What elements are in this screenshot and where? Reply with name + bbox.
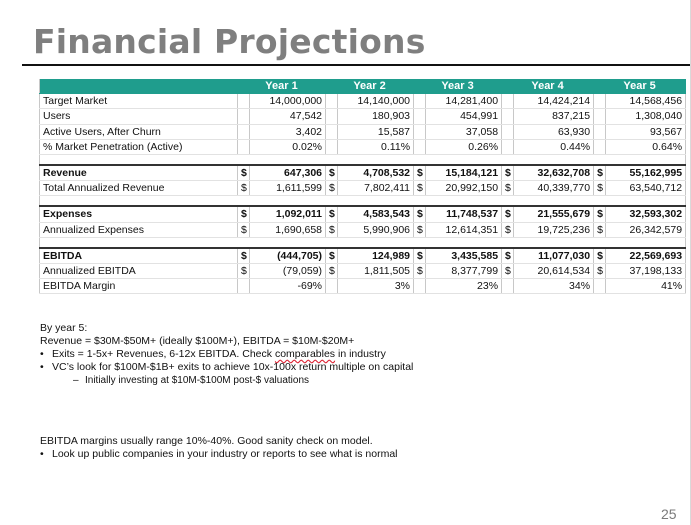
currency-symbol [594, 124, 606, 139]
value-cell: 0.26% [426, 139, 502, 154]
currency-symbol: $ [502, 206, 514, 222]
value-cell: 63,930 [514, 124, 594, 139]
currency-symbol: $ [414, 263, 426, 278]
notes-bullet-vc: • VC’s look for $100M-$1B+ exits to achieve 10x-100x return multiple on capital [40, 361, 660, 374]
currency-symbol: $ [502, 222, 514, 237]
currency-symbol: $ [326, 248, 338, 264]
table-row [40, 279, 686, 294]
currency-symbol: $ [238, 181, 250, 196]
currency-symbol [502, 139, 514, 154]
currency-symbol: $ [502, 263, 514, 278]
currency-symbol [594, 109, 606, 124]
spacer-row [40, 196, 686, 207]
value-cell: 11,077,030 [514, 248, 594, 264]
table-row [40, 181, 686, 196]
page-number: 25 [661, 506, 677, 522]
value-cell: 14,424,214 [514, 94, 594, 109]
row-label: % Market Penetration (Active) [40, 139, 238, 154]
table-row [40, 139, 686, 154]
table-row [40, 165, 686, 181]
financial-projections-table [39, 79, 686, 294]
table-row [40, 124, 686, 139]
value-cell: 8,377,799 [426, 263, 502, 278]
value-cell: 15,184,121 [426, 165, 502, 181]
value-cell: 41% [606, 279, 686, 294]
column-header: Year 5 [594, 79, 686, 94]
spacer-cell [40, 237, 686, 248]
row-label: Annualized EBITDA [40, 263, 238, 278]
row-label: Revenue [40, 165, 238, 181]
currency-symbol [326, 94, 338, 109]
currency-symbol [502, 109, 514, 124]
value-cell: (444,705) [250, 248, 326, 264]
value-cell: 26,342,579 [606, 222, 686, 237]
notes-revenue-target: Revenue = $30M-$50M+ (ideally $100M+), EBITDA = $10M-$20M+ [40, 335, 355, 347]
value-cell: 12,614,351 [426, 222, 502, 237]
value-cell: 3,402 [250, 124, 326, 139]
table-row [40, 263, 686, 278]
currency-symbol [326, 124, 338, 139]
notes-bullet-public: • Look up public companies in your industry or reports to see what is normal [40, 448, 660, 461]
currency-symbol: $ [502, 248, 514, 264]
currency-symbol: $ [326, 206, 338, 222]
value-cell: 20,614,534 [514, 263, 594, 278]
value-cell: -69% [250, 279, 326, 294]
currency-symbol: $ [594, 165, 606, 181]
value-cell: 23% [426, 279, 502, 294]
exits-text-end: in industry [335, 348, 386, 360]
value-cell: 32,593,302 [606, 206, 686, 222]
row-label: EBITDA [40, 248, 238, 264]
row-label: Expenses [40, 206, 238, 222]
currency-symbol [502, 94, 514, 109]
currency-symbol: $ [238, 248, 250, 264]
currency-symbol: $ [414, 222, 426, 237]
value-cell: 5,990,906 [338, 222, 414, 237]
value-cell: 0.02% [250, 139, 326, 154]
value-cell: 37,058 [426, 124, 502, 139]
currency-symbol [594, 94, 606, 109]
table-row [40, 109, 686, 124]
value-cell: 1,308,040 [606, 109, 686, 124]
table-row [40, 94, 686, 109]
value-cell: 180,903 [338, 109, 414, 124]
value-cell: 63,540,712 [606, 181, 686, 196]
table-row [40, 206, 686, 222]
table-row [40, 248, 686, 264]
value-cell: 20,992,150 [426, 181, 502, 196]
slide-title: Financial Projections [33, 22, 426, 61]
spacer-cell [40, 196, 686, 207]
value-cell: (79,059) [250, 263, 326, 278]
value-cell: 37,198,133 [606, 263, 686, 278]
notes-sub-valuations: – Initially investing at $10M-$100M post-$ valuations [40, 374, 660, 387]
row-label: EBITDA Margin [40, 279, 238, 294]
value-cell: 3,435,585 [426, 248, 502, 264]
notes-intro: By year 5: [40, 322, 88, 334]
row-label: Target Market [40, 94, 238, 109]
value-cell: 93,567 [606, 124, 686, 139]
currency-symbol [502, 124, 514, 139]
value-cell: 14,000,000 [250, 94, 326, 109]
currency-symbol [238, 279, 250, 294]
table-body [40, 79, 686, 294]
value-cell: 14,281,400 [426, 94, 502, 109]
notes-margins: EBITDA margins usually range 10%-40%. Good sanity check on model. [40, 435, 373, 447]
currency-symbol [414, 109, 426, 124]
value-cell: 0.44% [514, 139, 594, 154]
comparables-word: comparables [274, 348, 336, 360]
currency-symbol: $ [414, 165, 426, 181]
column-header: Year 1 [238, 79, 326, 94]
value-cell: 47,542 [250, 109, 326, 124]
header-blank [40, 79, 238, 94]
value-cell: 1,811,505 [338, 263, 414, 278]
value-cell: 1,092,011 [250, 206, 326, 222]
currency-symbol: $ [414, 206, 426, 222]
notes [40, 322, 660, 461]
value-cell: 124,989 [338, 248, 414, 264]
value-cell: 454,991 [426, 109, 502, 124]
column-header: Year 4 [502, 79, 594, 94]
value-cell: 40,339,770 [514, 181, 594, 196]
currency-symbol: $ [594, 263, 606, 278]
value-cell: 0.64% [606, 139, 686, 154]
exits-text: Exits = 1-5x+ Revenues, 6-12x EBITDA. Check [52, 348, 275, 360]
value-cell: 647,306 [250, 165, 326, 181]
value-cell: 34% [514, 279, 594, 294]
column-header: Year 2 [326, 79, 414, 94]
currency-symbol [414, 279, 426, 294]
currency-symbol [502, 279, 514, 294]
currency-symbol: $ [326, 263, 338, 278]
currency-symbol [238, 139, 250, 154]
value-cell: 4,583,543 [338, 206, 414, 222]
value-cell: 1,611,599 [250, 181, 326, 196]
value-cell: 32,632,708 [514, 165, 594, 181]
title-divider [22, 64, 691, 66]
currency-symbol: $ [414, 181, 426, 196]
currency-symbol: $ [238, 165, 250, 181]
notes-spacer [40, 387, 660, 435]
currency-symbol: $ [326, 222, 338, 237]
header-row [40, 79, 686, 94]
currency-symbol: $ [594, 181, 606, 196]
currency-symbol: $ [594, 222, 606, 237]
currency-symbol [594, 139, 606, 154]
value-cell: 1,690,658 [250, 222, 326, 237]
spacer-row [40, 154, 686, 165]
currency-symbol [414, 139, 426, 154]
value-cell: 11,748,537 [426, 206, 502, 222]
value-cell: 4,708,532 [338, 165, 414, 181]
value-cell: 22,569,693 [606, 248, 686, 264]
currency-symbol [238, 124, 250, 139]
spacer-row [40, 237, 686, 248]
row-label: Annualized Expenses [40, 222, 238, 237]
value-cell: 837,215 [514, 109, 594, 124]
currency-symbol [326, 109, 338, 124]
currency-symbol [326, 139, 338, 154]
currency-symbol: $ [326, 165, 338, 181]
table-row [40, 222, 686, 237]
currency-symbol [414, 124, 426, 139]
currency-symbol: $ [594, 248, 606, 264]
currency-symbol [594, 279, 606, 294]
currency-symbol: $ [502, 181, 514, 196]
currency-symbol: $ [238, 263, 250, 278]
currency-symbol: $ [238, 222, 250, 237]
notes-bullet-exits [40, 348, 660, 361]
spacer-cell [40, 154, 686, 165]
value-cell: 14,140,000 [338, 94, 414, 109]
column-header: Year 3 [414, 79, 502, 94]
value-cell: 21,555,679 [514, 206, 594, 222]
currency-symbol [326, 279, 338, 294]
value-cell: 15,587 [338, 124, 414, 139]
currency-symbol [238, 109, 250, 124]
currency-symbol: $ [502, 165, 514, 181]
value-cell: 0.11% [338, 139, 414, 154]
currency-symbol: $ [238, 206, 250, 222]
value-cell: 14,568,456 [606, 94, 686, 109]
value-cell: 7,802,411 [338, 181, 414, 196]
currency-symbol [238, 94, 250, 109]
currency-symbol: $ [326, 181, 338, 196]
value-cell: 19,725,236 [514, 222, 594, 237]
value-cell: 55,162,995 [606, 165, 686, 181]
value-cell: 3% [338, 279, 414, 294]
row-label: Active Users, After Churn [40, 124, 238, 139]
currency-symbol [414, 94, 426, 109]
row-label: Total Annualized Revenue [40, 181, 238, 196]
currency-symbol: $ [594, 206, 606, 222]
row-label: Users [40, 109, 238, 124]
currency-symbol: $ [414, 248, 426, 264]
